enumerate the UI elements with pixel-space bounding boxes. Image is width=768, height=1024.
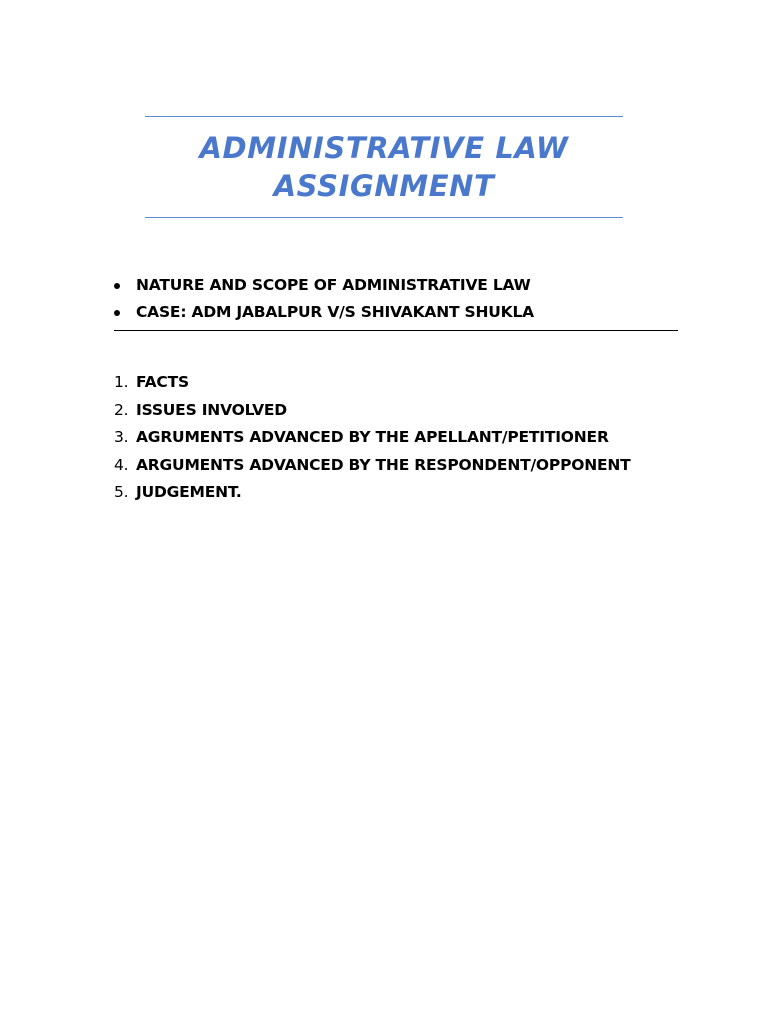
section-number: 2. [114, 400, 129, 419]
bullet-text: NATURE AND SCOPE OF ADMINISTRATIVE LAW [136, 276, 531, 294]
section-label: AGRUMENTS ADVANCED BY THE APELLANT/PETITIONER [136, 428, 609, 446]
bullet-item [114, 299, 678, 326]
bullet-dot-icon [114, 310, 120, 316]
section-number: 3. [114, 428, 129, 446]
title-block [145, 116, 623, 218]
bullet-item [114, 272, 678, 299]
section-item [114, 479, 674, 507]
document-title [200, 129, 569, 205]
bullet-dot-icon [114, 283, 120, 289]
section-number: 4. [114, 455, 129, 474]
section-item [114, 397, 674, 425]
section-item [114, 424, 674, 452]
section-label: ARGUMENTS ADVANCED BY THE RESPONDENT/OPPONENT [136, 455, 631, 474]
section-number: 1. [114, 373, 129, 391]
section-label: ISSUES INVOLVED [136, 400, 287, 419]
title-line-2: ASSIGNMENT [273, 169, 495, 203]
topic-bullet-list [114, 272, 678, 331]
title-line-1: ADMINISTRATIVE LAW [199, 131, 569, 165]
section-item [114, 369, 674, 397]
section-number: 5. [114, 483, 129, 501]
bullet-text: CASE: ADM JABALPUR V/S SHIVAKANT SHUKLA [136, 303, 534, 321]
section-label: JUDGEMENT. [136, 483, 242, 501]
section-label: FACTS [136, 373, 189, 391]
section-item [114, 452, 674, 480]
section-numbered-list [114, 369, 674, 507]
